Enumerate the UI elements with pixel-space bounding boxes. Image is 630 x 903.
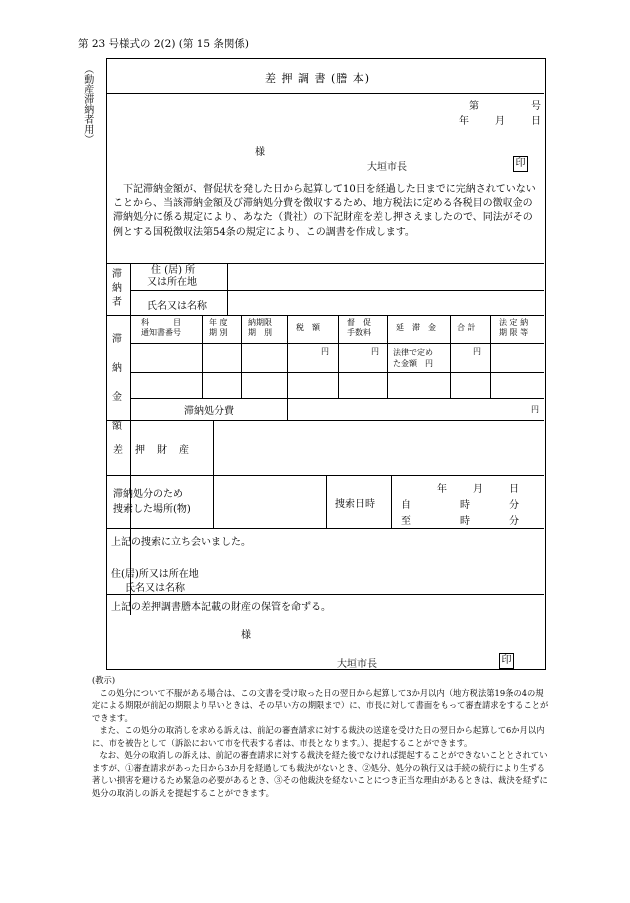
search-hi: 日 (509, 484, 519, 495)
search-from-ji: 時 (460, 500, 470, 511)
amount-char: 滞 (112, 334, 122, 345)
side-label-1: （動産 (81, 64, 93, 94)
search-nen: 年 (437, 484, 447, 495)
col-fee (347, 318, 371, 337)
search-from-fun: 分 (509, 500, 519, 511)
seized-property-label: 差 押 財 産 (113, 445, 190, 456)
divider (130, 398, 544, 399)
taxpayer-char: 者 (112, 297, 122, 308)
notes-section (92, 674, 550, 799)
custody-statement: 上記の差押調書謄本記載の財産の保管を命ずる。 (111, 602, 331, 613)
side-label-2: 滞納者用） (81, 94, 93, 144)
late-note-2: た金額 円 (393, 359, 433, 368)
witness-name-label: 氏名又は名称 (125, 583, 185, 594)
address-label-1: 住 (居) 所 (151, 265, 196, 276)
search-from: 自 (401, 500, 411, 511)
col-item-1: 科 目 (141, 318, 181, 327)
col-tax: 税 額 (296, 323, 320, 332)
col-year (209, 318, 228, 337)
search-to-fun: 分 (509, 516, 519, 527)
fee-yen: 円 (371, 347, 379, 356)
taxpayer-name-label: 氏名又は名称 (147, 301, 207, 312)
divider (202, 315, 203, 398)
notes-label: (教示) (92, 675, 116, 685)
date-hi: 日 (531, 116, 541, 127)
late-note (393, 347, 433, 369)
form-number: 第 23 号様式の 2(2) (第 15 条関係) (78, 38, 249, 50)
date-tsuki: 月 (495, 116, 505, 127)
col-legal-due-2: 期 限 等 (499, 327, 529, 337)
issuer: 大垣市長 (367, 162, 407, 173)
taxpayer-char: 滞 (112, 269, 122, 280)
seizure-form (106, 58, 546, 670)
col-item-2: 通知書番号 (141, 327, 181, 337)
custody-addressee-suffix: 様 (241, 630, 251, 641)
late-note-1: 法律で定め (393, 348, 433, 357)
tax-yen: 円 (321, 347, 329, 356)
amount-char: 納 (112, 363, 122, 374)
notes-paragraph: なお、処分の取消しの訴えは、前記の審査請求に対する裁決を経た後でなければ提起することができないこととされていますが、①審査請求があった日から3か月を経過しても裁決がないとき、②処分、処分の執行又は手続の続行により生ずる著しい損害を避けるため緊急の必要があるとき、③その他裁決を経ないことにつき正当な理由があるときは、裁決を経ずに処分の取消しの訴えを提起することができます。 (92, 750, 548, 798)
col-due (248, 318, 272, 337)
notes-paragraph: また、この処分の取消しを求める訴えは、前記の審査請求に対する裁決の送達を受けた日の翌日から起算して6か月以内に、市を被告として（訴訟において市を代表する者は、市長となります。）、提起することができます。 (92, 725, 545, 748)
search-place-1: 滞納処分のため (113, 489, 183, 500)
address-label-2: 又は所在地 (147, 277, 197, 288)
divider (130, 343, 544, 344)
search-tsuki: 月 (473, 484, 483, 495)
form-title: 差 押 調 書 (謄 本) (265, 72, 371, 85)
divider (387, 315, 388, 398)
date-nen: 年 (459, 116, 469, 127)
side-label (80, 64, 94, 144)
doc-number-go: 号 (531, 101, 541, 112)
seal-stamp: 印 (513, 156, 528, 172)
body-text: 下記滞納金額が、督促状を発した日から起算して10日を経過した日までに完納されていないことから、当該滞納金額及び滞納処分費を徴収するため、地方税法に定める各税目の徴収金の滞納処分に係る規定により、あなた（貴社）の下記財産を差し押さえましたので、同法がその例とする国税徴収法第54条の規定により、この調書を作成します。 (113, 184, 536, 238)
divider (338, 315, 339, 398)
divider (391, 475, 392, 528)
divider (490, 315, 491, 398)
divider (107, 263, 544, 264)
col-legal-due-1: 法 定 納 (499, 318, 529, 327)
divider (326, 475, 327, 528)
col-legal-due (499, 318, 528, 337)
divider (107, 528, 544, 529)
col-due-2: 期 別 (248, 327, 272, 337)
col-due-1: 納期限 (248, 318, 272, 327)
addressee-suffix: 様 (255, 147, 265, 158)
search-to: 至 (401, 516, 411, 527)
col-year-2: 期 別 (209, 327, 228, 337)
divider (213, 420, 214, 528)
divider (287, 315, 288, 398)
search-datetime-label: 捜索日時 (335, 499, 375, 510)
col-item (141, 318, 181, 337)
divider (107, 315, 544, 316)
doc-number-dai: 第 (469, 101, 479, 112)
col-fee-2: 手数料 (347, 327, 371, 337)
taxpayer-char: 納 (112, 283, 122, 294)
notes-paragraph: この処分について不服がある場合は、この文書を受け取った日の翌日から起算して3か月以内（地方税法第19条の4の規定による期限が前記の期限より早いときは、その早い方の期限まで）に、市長に対して書面をもって審査請求をすることができます。 (92, 687, 549, 723)
divider (227, 263, 228, 315)
taxpayer-address-label (147, 265, 197, 289)
divider (450, 315, 451, 398)
divider (130, 290, 544, 291)
col-year-1: 年 度 (209, 318, 228, 327)
disposal-fee-yen: 円 (531, 405, 539, 414)
amount-group-label (112, 325, 122, 441)
amount-char: 額 (112, 421, 122, 432)
custody-seal-stamp: 印 (499, 653, 514, 669)
divider (107, 420, 544, 421)
col-fee-1: 督 促 (347, 318, 371, 327)
divider (241, 315, 242, 398)
divider (287, 398, 288, 420)
col-total: 合 計 (457, 323, 476, 332)
search-to-ji: 時 (460, 516, 470, 527)
amount-char: 金 (112, 392, 122, 403)
divider (130, 372, 544, 373)
divider (107, 93, 544, 94)
disposal-fee-label: 滞納処分費 (184, 406, 234, 417)
search-place-label (113, 487, 191, 517)
search-place-2: 捜索した場所(物) (113, 504, 191, 515)
total-yen: 円 (473, 347, 481, 356)
col-late: 延 滞 金 (396, 323, 436, 332)
witness-statement: 上記の捜索に立ち会いました。 (111, 537, 251, 548)
custody-issuer: 大垣市長 (337, 659, 377, 670)
taxpayer-group-label (112, 268, 122, 310)
witness-address-label: 住(居)所又は所在地 (111, 569, 199, 580)
divider (107, 594, 544, 595)
